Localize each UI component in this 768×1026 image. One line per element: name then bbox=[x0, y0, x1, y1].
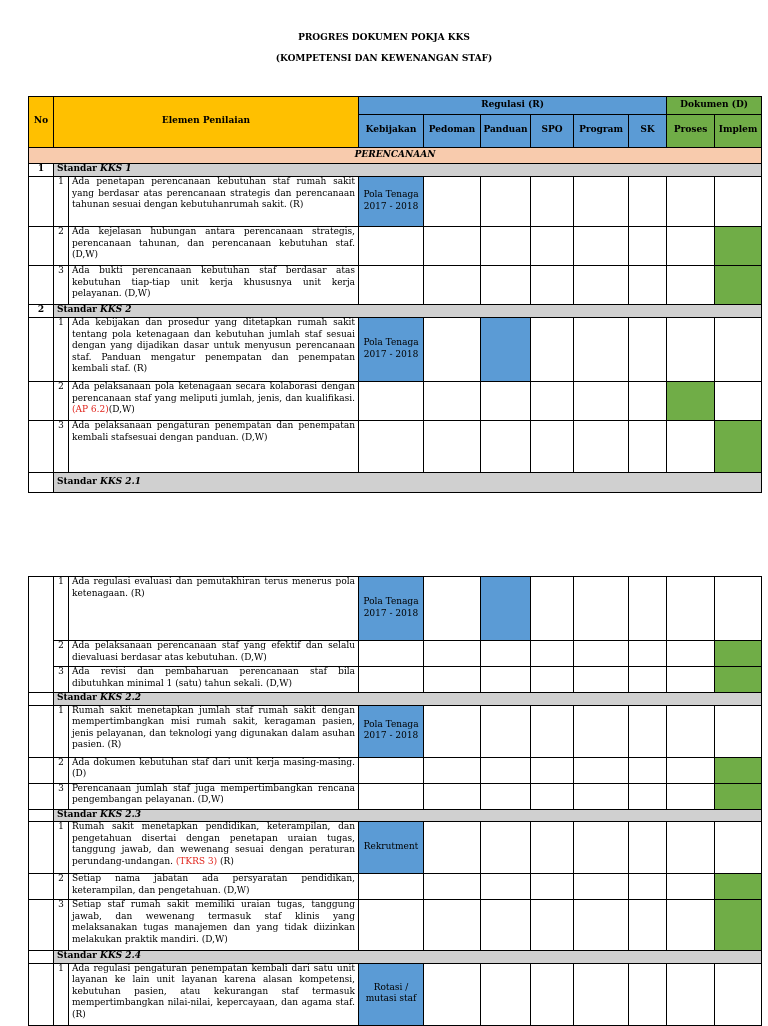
standard-number: 2 bbox=[29, 305, 54, 318]
kebijakan-cell: Pola Tenaga 2017 - 2018 bbox=[359, 705, 424, 757]
table-row bbox=[29, 757, 762, 783]
phase-row: PERENCANAAN bbox=[29, 148, 762, 164]
table-row bbox=[29, 266, 762, 305]
table-row bbox=[29, 900, 762, 951]
element-number: 2 bbox=[54, 227, 69, 266]
element-number: 3 bbox=[54, 783, 69, 809]
kebijakan-cell: Pola Tenaga 2017 - 2018 bbox=[359, 177, 424, 227]
element-number: 3 bbox=[54, 266, 69, 305]
document-title: PROGRES DOKUMEN POKJA KKS bbox=[298, 33, 470, 43]
table-row bbox=[29, 641, 762, 667]
element-text: Ada dokumen kebutuhan staf dari unit kerja masing-masing. (D) bbox=[69, 757, 359, 783]
implem-cell bbox=[715, 227, 762, 266]
kebijakan-cell: Pola Tenaga 2017 - 2018 bbox=[359, 577, 424, 641]
progress-table-page1 bbox=[28, 96, 762, 493]
element-number: 2 bbox=[54, 641, 69, 667]
implem-cell bbox=[715, 641, 762, 667]
col-header-pedoman: Pedoman bbox=[424, 115, 481, 148]
table-row bbox=[29, 667, 762, 693]
element-text: Rumah sakit menetapkan pendidikan, keterampilan, dan pengetahuan disertai dengan penetapan uraian tugas, tanggung jawab, dan wewenang sesuai dengan peraturan perundang-undangan. (TKRS 3) (R) bbox=[69, 822, 359, 874]
panduan-cell bbox=[481, 577, 531, 641]
table-row bbox=[29, 783, 762, 809]
implem-cell bbox=[715, 900, 762, 951]
standard-number: 1 bbox=[29, 164, 54, 177]
table-row bbox=[29, 705, 762, 757]
element-text: Rumah sakit menetapkan jumlah staf rumah sakit dengan mempertimbangkan misi rumah sakit, keragaman pasien, jenis pelayanan, dan teknologi yang digunakan dalam asuhan pasien. (R) bbox=[69, 705, 359, 757]
table-row bbox=[29, 874, 762, 900]
element-text: Ada penetapan perencanaan kebutuhan staf rumah sakit yang berdasar atas perencanaan strategis dan perencanaan tahunan sesuai dengan kebutuhanrumah sakit. (R) bbox=[69, 177, 359, 227]
element-text: Ada revisi dan pembaharuan perencanaan staf bila dibutuhkan minimal 1 (satu) tahun sekali. (D,W) bbox=[69, 667, 359, 693]
element-text: Setiap nama jabatan ada persyaratan pendidikan, keterampilan, dan pengetahuan. (D,W) bbox=[69, 874, 359, 900]
col-header-program: Program bbox=[574, 115, 629, 148]
standard-heading: Standar KKS 2.2 bbox=[54, 693, 762, 706]
element-text: Perencanaan jumlah staf juga mempertimbangkan rencana pengembangan pelayanan. (D,W) bbox=[69, 783, 359, 809]
col-header-sk: SK bbox=[629, 115, 667, 148]
element-number: 3 bbox=[54, 900, 69, 951]
implem-cell bbox=[715, 667, 762, 693]
element-number: 2 bbox=[54, 757, 69, 783]
table-row bbox=[29, 318, 762, 382]
element-number: 3 bbox=[54, 667, 69, 693]
element-number: 2 bbox=[54, 382, 69, 421]
panduan-cell bbox=[481, 318, 531, 382]
col-header-dokumen: Dokumen (D) bbox=[667, 97, 762, 115]
element-text: Ada pelaksanaan perencanaan staf yang efektif dan selalu dievaluasi berdasar atas kebutuhan. (D,W) bbox=[69, 641, 359, 667]
progress-table-page2 bbox=[28, 576, 762, 1026]
table-row bbox=[29, 382, 762, 421]
implem-cell bbox=[715, 757, 762, 783]
element-number: 1 bbox=[54, 577, 69, 641]
element-text: Ada regulasi evaluasi dan pemutakhiran terus menerus pola ketenagaan. (R) bbox=[69, 577, 359, 641]
element-number: 1 bbox=[54, 177, 69, 227]
element-text: Ada pelaksanaan pola ketenagaan secara kolaborasi dengan perencanaan staf yang meliputi jumlah, jenis, dan kualifikasi.(AP 6.2)(D,W) bbox=[69, 382, 359, 421]
col-header-proses: Proses bbox=[667, 115, 715, 148]
standard-heading: Standar KKS 2 bbox=[54, 305, 762, 318]
element-number: 3 bbox=[54, 421, 69, 473]
standard-heading: Standar KKS 2.3 bbox=[54, 809, 762, 822]
implem-cell bbox=[715, 266, 762, 305]
col-header-implem: Implem bbox=[715, 115, 762, 148]
standard-heading: Standar KKS 1 bbox=[54, 164, 762, 177]
element-text: Ada regulasi pengaturan penempatan kembali dari satu unit layanan ke lain unit layanan karena alasan kompetensi, kebutuhan pasien, atau kekurangan staf termasuk mempertimbangkan nilai-nilai, kepercayaan, dan agama staf. (R) bbox=[69, 963, 359, 1025]
col-header-elemen: Elemen Penilaian bbox=[54, 97, 359, 148]
table-row bbox=[29, 577, 762, 641]
col-header-spo: SPO bbox=[531, 115, 574, 148]
kebijakan-cell: Rotasi / mutasi staf bbox=[359, 963, 424, 1025]
implem-cell bbox=[715, 874, 762, 900]
document-subtitle: (KOMPETENSI DAN KEWENANGAN STAF) bbox=[275, 54, 493, 64]
standard-heading: Standar KKS 2.1 bbox=[54, 473, 762, 493]
element-text: Ada pelaksanaan pengaturan penempatan dan penempatan kembali stafsesuai dengan panduan. (D,W) bbox=[69, 421, 359, 473]
element-text: Ada bukti perencanaan kebutuhan staf berdasar atas kebutuhan tiap-tiap unit kerja khususnya unit kerja pelayanan. (D,W) bbox=[69, 266, 359, 305]
element-number: 1 bbox=[54, 318, 69, 382]
element-text: Ada kebijakan dan prosedur yang ditetapkan rumah sakit tentang pola ketenagaan dan kebutuhan jumlah staf sesuai dengan yang dijadikan dasar untuk menyusun perencanaan staf. Panduan mengatur penempatan dan penempatan kembali staf. (R) bbox=[69, 318, 359, 382]
col-header-regulasi: Regulasi (R) bbox=[359, 97, 667, 115]
proses-cell bbox=[667, 382, 715, 421]
element-number: 2 bbox=[54, 874, 69, 900]
implem-cell bbox=[715, 421, 762, 473]
col-header-panduan: Panduan bbox=[481, 115, 531, 148]
col-header-kebijakan: Kebijakan bbox=[359, 115, 424, 148]
table-row bbox=[29, 963, 762, 1025]
table-row bbox=[29, 421, 762, 473]
implem-cell bbox=[715, 783, 762, 809]
element-text: Ada kejelasan hubungan antara perencanaan strategis, perencanaan tahunan, dan perencanaan kebutuhan staf. (D,W) bbox=[69, 227, 359, 266]
standard-heading: Standar KKS 2.4 bbox=[54, 951, 762, 964]
element-number: 1 bbox=[54, 705, 69, 757]
kebijakan-cell: Pola Tenaga 2017 - 2018 bbox=[359, 318, 424, 382]
element-number: 1 bbox=[54, 822, 69, 874]
element-text: Setiap staf rumah sakit memiliki uraian tugas, tanggung jawab, dan wewenang termasuk staf klinis yang melaksanakan tugas manajemen dan yang tidak diizinkan melakukan praktik mandiri. (D,W) bbox=[69, 900, 359, 951]
table-row bbox=[29, 822, 762, 874]
table-row bbox=[29, 227, 762, 266]
element-number: 1 bbox=[54, 963, 69, 1025]
kebijakan-cell: Rekrutment bbox=[359, 822, 424, 874]
table-row bbox=[29, 177, 762, 227]
col-header-no: No bbox=[29, 97, 54, 148]
